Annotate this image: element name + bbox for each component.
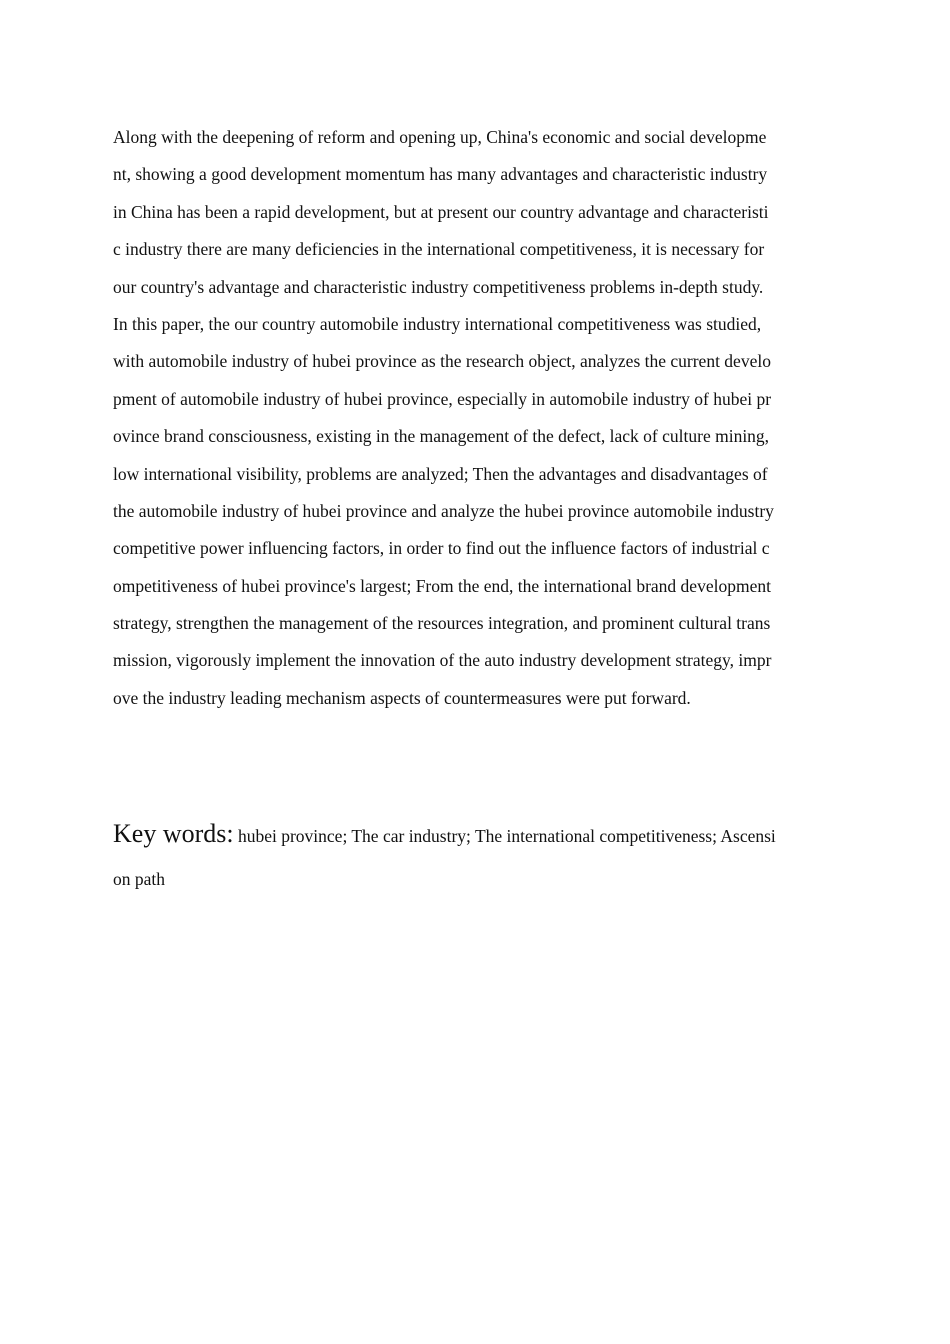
abstract-line: with automobile industry of hubei province as the research object, analyzes the current develo <box>113 351 771 372</box>
abstract-line: our country's advantage and characteristic industry competitiveness problems in-depth study. <box>113 276 764 297</box>
abstract-line: ove the industry leading mechanism aspects of countermeasures were put forward. <box>113 687 691 708</box>
abstract-line: c industry there are many deficiencies in the international competitiveness, it is necessary for <box>113 239 765 260</box>
abstract-line: competitive power influencing factors, in order to find out the influence factors of industrial c <box>113 538 770 559</box>
keywords-label: Key words: <box>113 819 234 848</box>
abstract-line: nt, showing a good development momentum has many advantages and characteristic industry <box>113 164 768 185</box>
abstract-line: in China has been a rapid development, but at present our country advantage and characteristi <box>113 201 769 222</box>
keywords-text-continued: on path <box>113 869 166 889</box>
abstract-line: Along with the deepening of reform and opening up, China's economic and social developme <box>113 127 767 147</box>
abstract-line: strategy, strengthen the management of the resources integration, and prominent cultural trans <box>113 613 771 634</box>
keywords-text: hubei province; The car industry; The international competitiveness; Ascensi <box>237 826 776 846</box>
abstract-line: pment of automobile industry of hubei province, especially in automobile industry of hubei pr <box>113 388 772 409</box>
abstract-line: low international visibility, problems are analyzed; Then the advantages and disadvantages of <box>113 463 768 484</box>
abstract-line: ovince brand consciousness, existing in the management of the defect, lack of culture mining, <box>113 426 770 447</box>
abstract-line: ompetitiveness of hubei province's largest; From the end, the international brand development <box>113 575 771 596</box>
keywords-line <box>113 816 841 864</box>
keywords-section <box>113 816 841 894</box>
abstract-line: the automobile industry of hubei province and analyze the hubei province automobile industry <box>113 500 774 521</box>
abstract-line: mission, vigorously implement the innovation of the auto industry development strategy, impr <box>113 650 772 671</box>
abstract-line: In this paper, the our country automobile industry international competitiveness was studied, <box>113 313 762 334</box>
abstract-paragraph <box>113 124 841 722</box>
